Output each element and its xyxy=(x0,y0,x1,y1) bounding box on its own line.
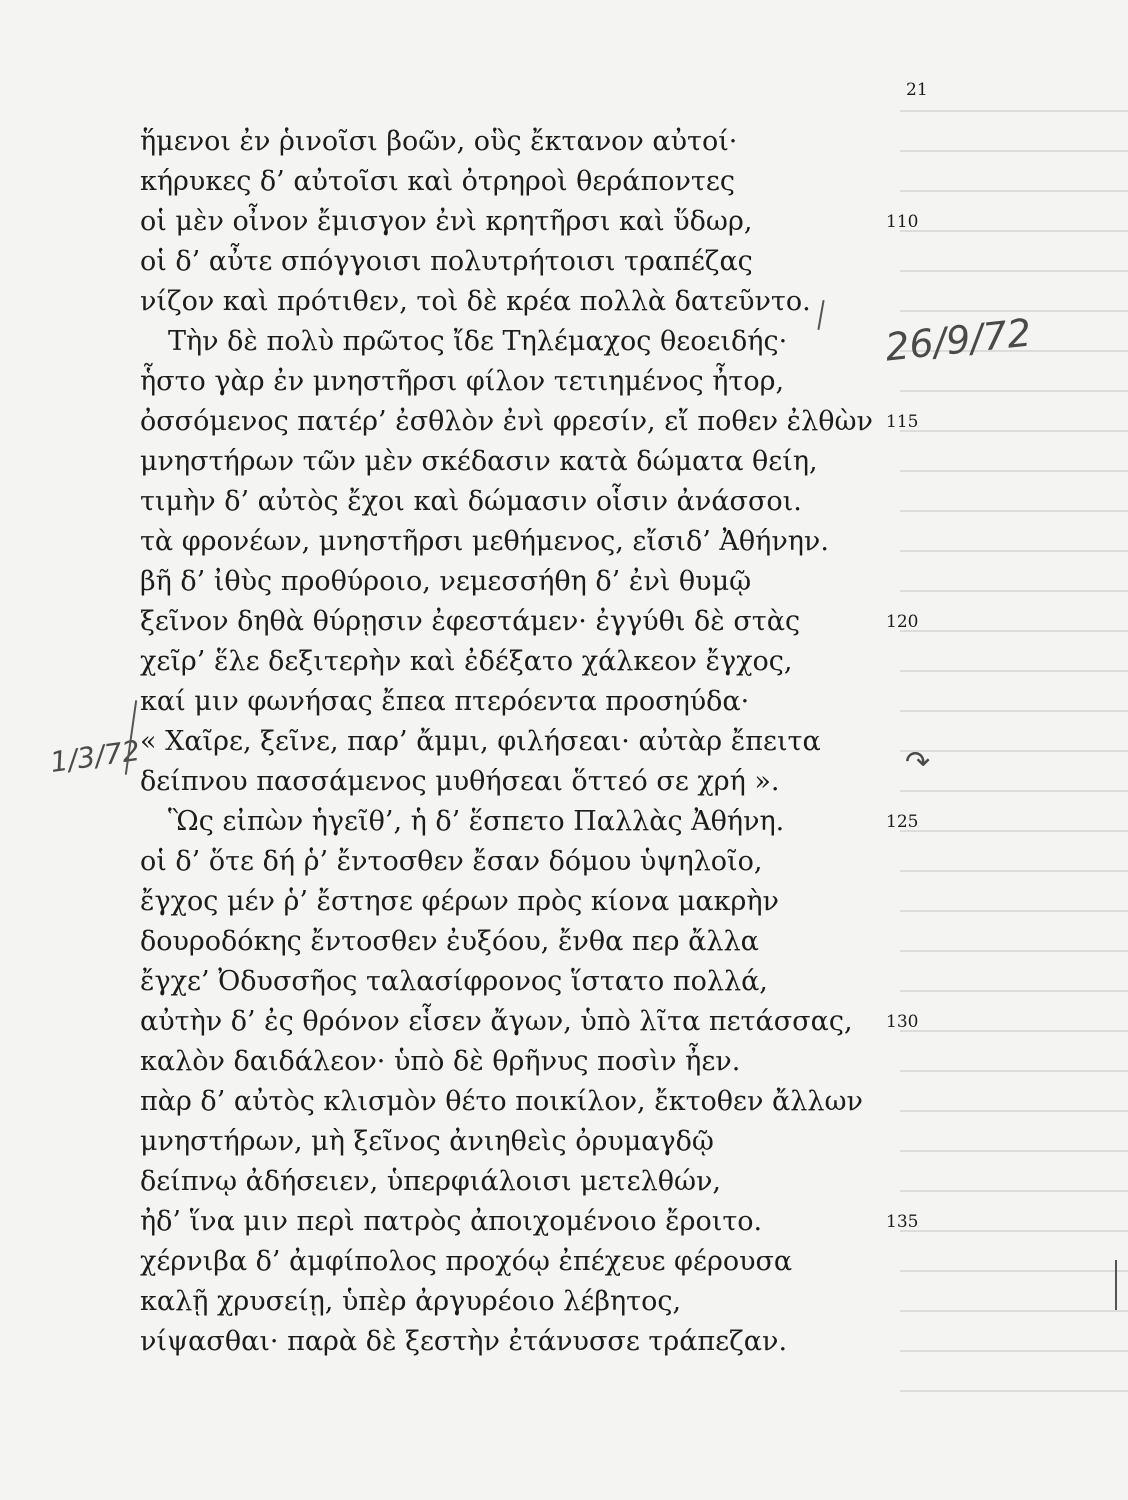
verse-text: πὰρ δ’ αὐτὸς κλισμὸν θέτο ποικίλον, ἔκτοθεν ἄλλων xyxy=(140,1086,863,1117)
line-number: 135 xyxy=(886,1212,919,1232)
verse-lines xyxy=(140,122,919,1362)
line-number: 120 xyxy=(886,612,919,632)
verse-line xyxy=(140,1322,900,1362)
verse-text: νίζον καὶ πρότιθεν, τοὶ δὲ κρέα πολλὰ δατεῦντο. xyxy=(140,286,811,317)
verse-line xyxy=(140,602,919,642)
verse-text: ἔγχε’ Ὀδυσσῆος ταλασίφρονος ἵστατο πολλά, xyxy=(140,966,768,997)
verse-line xyxy=(140,1122,900,1162)
verse-line xyxy=(140,362,900,402)
verse-line xyxy=(140,1042,900,1082)
handwritten-date-left: 1/3/72 xyxy=(48,733,142,780)
verse-text: τιμὴν δ’ αὐτὸς ἔχοι καὶ δώμασιν οἷσιν ἀνάσσοι. xyxy=(140,486,802,517)
verse-text: « Χαῖρε, ξεῖνε, παρ’ ἄμμι, φιλήσεαι· αὐτὰρ ἔπειτα xyxy=(140,726,821,757)
handwritten-date-right: 26/9/72 xyxy=(883,310,1034,370)
verse-line xyxy=(140,482,900,522)
verse-line xyxy=(140,882,900,922)
verse-line xyxy=(140,562,900,602)
verse-line xyxy=(140,1082,900,1122)
verse-text: Ὣς εἰπὼν ἡγεῖθ’, ἡ δ’ ἕσπετο Παλλὰς Ἀθήνη. xyxy=(168,806,785,837)
verse-line xyxy=(140,322,900,362)
verse-line xyxy=(140,1002,919,1042)
margin-mark xyxy=(1115,1260,1117,1310)
verse-text: δείπνῳ ἀδήσειεν, ὑπερφιάλοισι μετελθών, xyxy=(140,1166,721,1197)
line-number: 130 xyxy=(886,1012,919,1032)
verse-line xyxy=(140,122,900,162)
bleed-through-text xyxy=(900,110,1128,1420)
verse-line xyxy=(140,642,900,682)
verse-text: μνηστήρων τῶν μὲν σκέδασιν κατὰ δώματα θείη, xyxy=(140,446,818,477)
verse-text: δουροδόκης ἔντοσθεν ἐυξόου, ἔνθα περ ἄλλα xyxy=(140,926,759,957)
verse-text: καί μιν φωνήσας ἔπεα πτερόεντα προσηύδα· xyxy=(140,686,750,717)
verse-line xyxy=(140,722,900,762)
verse-text: αὐτὴν δ’ ἐς θρόνον εἷσεν ἄγων, ὑπὸ λῖτα πετάσσας, xyxy=(140,1006,853,1037)
verse-text: ξεῖνον δηθὰ θύρῃσιν ἐφεστάμεν· ἐγγύθι δὲ στὰς xyxy=(140,606,801,637)
verse-text: ὀσσόμενος πατέρ’ ἐσθλὸν ἐνὶ φρεσίν, εἴ ποθεν ἐλθὼν xyxy=(140,406,873,437)
verse-line xyxy=(140,682,900,722)
verse-line xyxy=(140,202,919,242)
verse-text: καλὸν δαιδάλεον· ὑπὸ δὲ θρῆνυς ποσὶν ἦεν. xyxy=(140,1046,741,1077)
verse-line xyxy=(140,522,900,562)
verse-line xyxy=(140,402,919,442)
verse-text: ἥμενοι ἐν ῥινοῖσι βοῶν, οὓς ἔκτανον αὐτοί· xyxy=(140,126,738,157)
page-number: 21 xyxy=(906,80,928,100)
verse-line xyxy=(140,762,900,802)
verse-line xyxy=(140,1202,919,1242)
verse-text: βῆ δ’ ἰθὺς προθύροιο, νεμεσσήθη δ’ ἐνὶ θυμῷ xyxy=(140,566,752,597)
line-number: 110 xyxy=(886,212,919,232)
verse-line xyxy=(140,922,900,962)
verse-text: καλῇ χρυσείῃ, ὑπὲρ ἀργυρέοιο λέβητος, xyxy=(140,1286,682,1317)
verse-line xyxy=(140,962,900,1002)
verse-line xyxy=(140,442,900,482)
verse-text: χεῖρ’ ἕλε δεξιτερὴν καὶ ἐδέξατο χάλκεον ἔγχος, xyxy=(140,646,793,677)
verse-line xyxy=(140,162,900,202)
handwritten-arrow-mark: ↷ xyxy=(905,745,931,780)
verse-line xyxy=(140,802,919,842)
verse-line xyxy=(140,1162,900,1202)
verse-line xyxy=(140,282,900,322)
verse-text: ἠδ’ ἵνα μιν περὶ πατρὸς ἀποιχομένοιο ἔροιτο. xyxy=(140,1206,763,1237)
verse-text: οἱ μὲν οἶνον ἔμισγον ἐνὶ κρητῆρσι καὶ ὕδωρ, xyxy=(140,206,753,237)
verse-line xyxy=(140,1282,900,1322)
verse-text: χέρνιβα δ’ ἀμφίπολος προχόῳ ἐπέχευε φέρουσα xyxy=(140,1246,793,1277)
verse-text: Τὴν δὲ πολὺ πρῶτος ἴδε Τηλέμαχος θεοειδής· xyxy=(168,326,788,357)
verse-text: οἱ δ’ ὅτε δή ῥ’ ἔντοσθεν ἔσαν δόμου ὑψηλοῖο, xyxy=(140,846,763,877)
verse-text: οἱ δ’ αὖτε σπόγγοισι πολυτρήτοισι τραπέζας xyxy=(140,246,753,277)
verse-line xyxy=(140,842,900,882)
verse-text: κήρυκες δ’ αὐτοῖσι καὶ ὀτρηροὶ θεράποντες xyxy=(140,166,735,197)
verse-text: μνηστήρων, μὴ ξεῖνος ἀνιηθεὶς ὀρυμαγδῷ xyxy=(140,1126,714,1157)
line-number: 125 xyxy=(886,812,919,832)
line-number: 115 xyxy=(886,412,919,432)
verse-text: δείπνου πασσάμενος μυθήσεαι ὅττεό σε χρή ». xyxy=(140,766,780,797)
verse-line xyxy=(140,1242,900,1282)
verse-line xyxy=(140,242,900,282)
verse-text: νίψασθαι· παρὰ δὲ ξεστὴν ἐτάνυσσε τράπεζαν. xyxy=(140,1326,788,1357)
verse-text: ἧστο γὰρ ἐν μνηστῆρσι φίλον τετιημένος ἦτορ, xyxy=(140,366,785,397)
verse-text: τὰ φρονέων, μνηστῆρσι μεθήμενος, εἴσιδ’ Ἀθήνην. xyxy=(140,526,829,557)
verse-text: ἔγχος μέν ῥ’ ἔστησε φέρων πρὸς κίονα μακρὴν xyxy=(140,886,779,917)
